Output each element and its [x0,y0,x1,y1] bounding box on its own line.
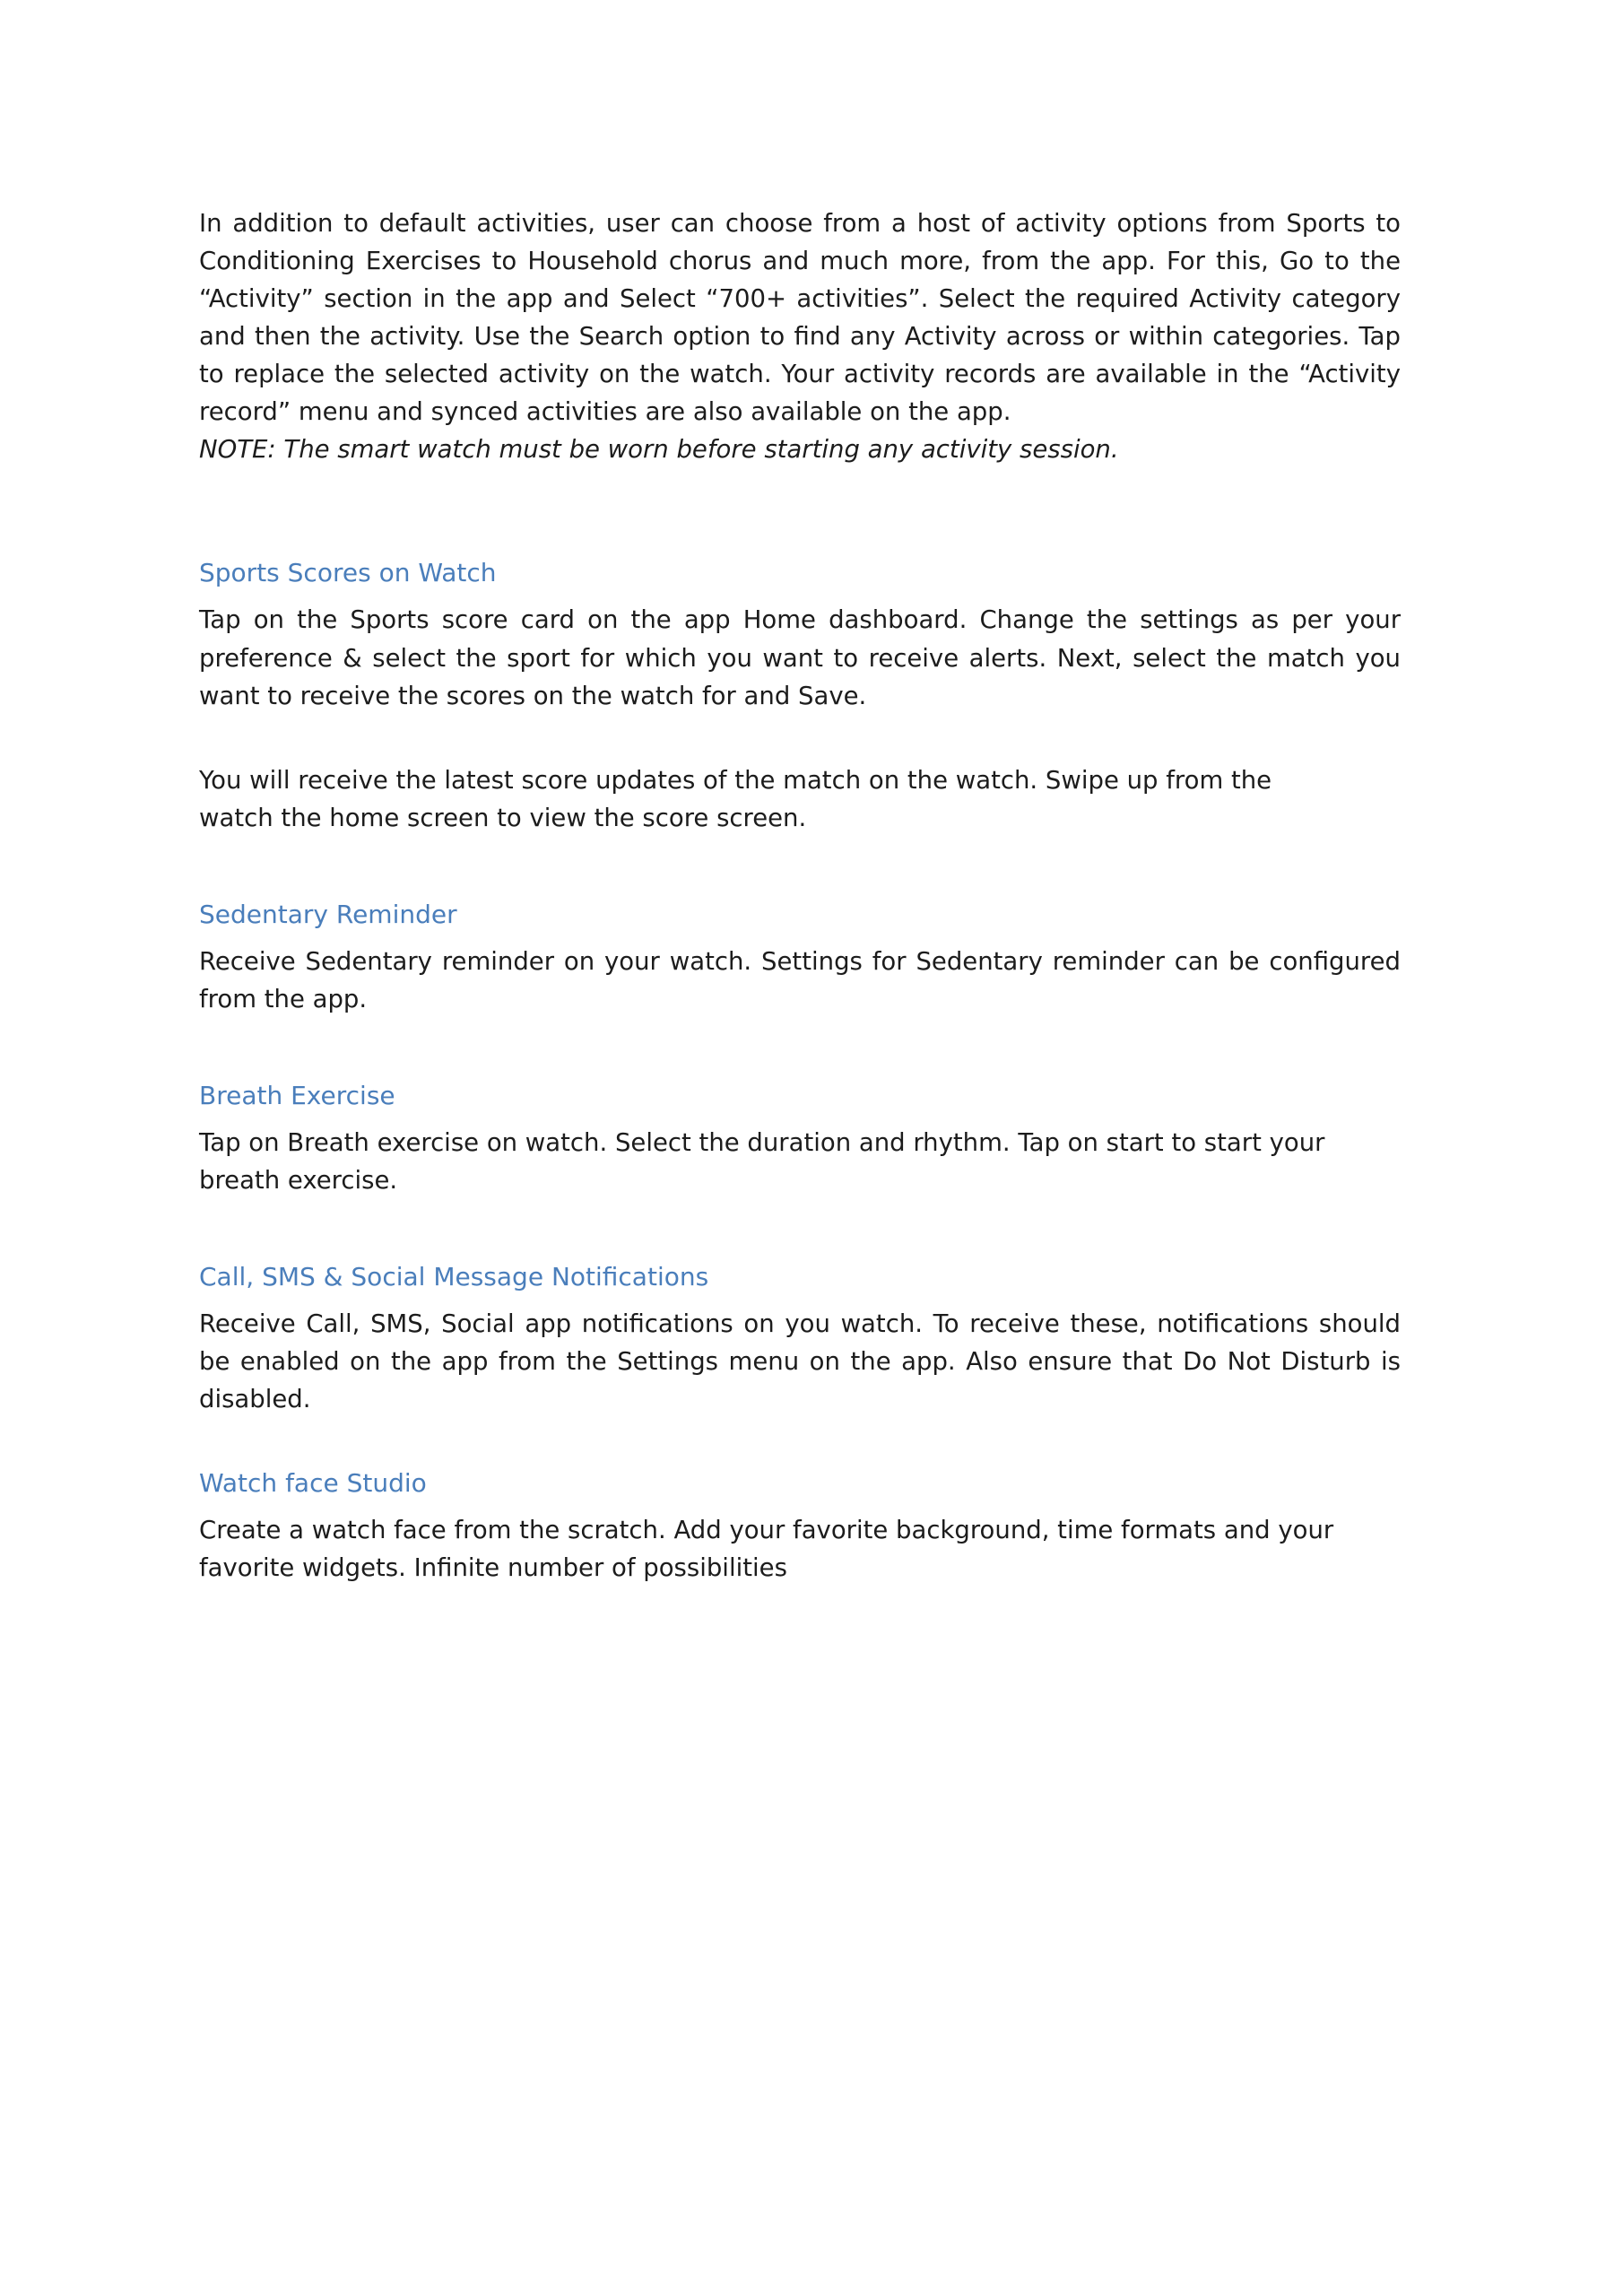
spacer [199,468,1401,554]
intro-paragraph: In addition to default activities, user can choose from a host of activity options from Sports to Conditioning Exercises to Household chorus and much more, from the app. For this, Go to the “Activity” section in the app and Select “700+ activities”. Select the required Activity category and then the activity. Use the Search option to find any Activity across or within categories. Tap to replace the selected activity on the watch. Your activity records are available in the “Activity record” menu and synced activities are also available on the app. [199,209,1401,427]
spacer [199,934,1401,943]
sports-scores-paragraph-1: Tap on the Sports score card on the app Home dashboard. Change the settings as per your preference & select the sport for which you want to receive alerts. Next, select the match you want to receive the scores on the watch for and Save. [199,605,1401,710]
sedentary-reminder-paragraph: Receive Sedentary reminder on your watch. Settings for Sedentary reminder can be configured from the app. [199,946,1401,1013]
intro-note: NOTE: The smart watch must be worn before starting any activity session. [199,435,1119,465]
section-heading-sedentary-reminder: Sedentary Reminder [199,899,457,929]
spacer [199,1018,1401,1077]
spacer [199,1115,1401,1124]
section-heading-sports-scores: Sports Scores on Watch [199,558,497,588]
section-watch-face-studio [199,1465,1401,1587]
spacer [199,837,1401,896]
section-call-sms-social-notifications [199,1258,1401,1418]
spacer [199,1502,1401,1511]
section-heading-watch-face-studio: Watch face Studio [199,1468,427,1499]
sports-scores-paragraph-2: You will receive the latest score updates of the match on the watch. Swipe up from the [199,765,1272,795]
section-breath-exercise [199,1077,1401,1199]
section-sedentary-reminder [199,896,1401,1018]
section-heading-breath-exercise: Breath Exercise [199,1080,395,1110]
watch-face-studio-paragraph: Create a watch face from the scratch. Add your favorite background, time formats and your favorite widgets. Infinite number of possibilities [199,1516,1334,1583]
intro-section [199,204,1401,468]
spacer [199,1296,1401,1305]
spacer [199,592,1401,601]
section-heading-notifications: Call, SMS & Social Message Notifications [199,1262,709,1292]
sports-scores-paragraph-3: watch the home screen to view the score screen. [199,803,807,832]
section-sports-scores-on-watch [199,554,1401,836]
notifications-paragraph: Receive Call, SMS, Social app notifications on you watch. To receive these, notifications should be enabled on the app from the Settings menu on the app. Also ensure that Do Not Disturb is disabled. [199,1309,1401,1414]
spacer [199,1199,1401,1258]
breath-exercise-paragraph: Tap on Breath exercise on watch. Select the duration and rhythm. Tap on start to start your breath exercise. [199,1127,1325,1195]
spacer [199,1418,1401,1465]
spacer [199,715,1401,761]
